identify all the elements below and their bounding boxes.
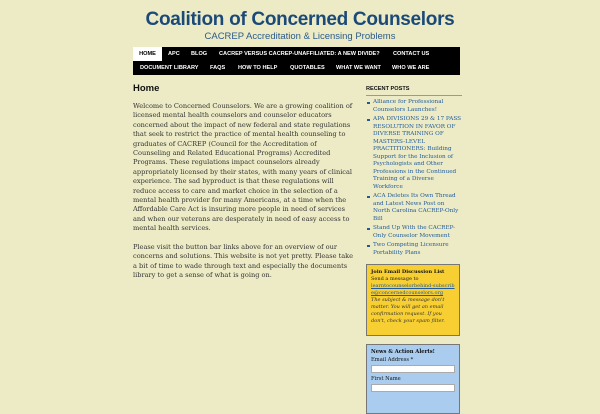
sidebar [366,86,462,259]
first-name-input[interactable] [371,384,455,392]
email-list-note: The subject & message don't matter. You will get an email confirmation request. If you don't, check your spam filter. [371,297,445,324]
email-list-title: Join Email Discussion List [371,269,445,275]
page-content [133,102,355,290]
visit-paragraph: Please visit the button bar links above for an overview of our concerns and solutions. This website is not yet pretty. Please take a bit of time to wade through text and especially the documents library to get a sense of what is going on. [133,243,354,280]
news-alerts-box [366,344,460,414]
nav-quotables[interactable]: QUOTABLES [290,65,325,71]
recent-post-link[interactable]: APA DIVISIONS 29 & 17 PASS RESOLUTION IN FAVOR OF DIVERSE TRAINING OF MASTERS-LEVEL PRACTITIONERS: Building Support for the Inclusion of Psychologists and Other Professions in the Continued Training of a Diverse Workforce [366,116,462,191]
site-title[interactable]: Coalition of Concerned Counselors [145,9,455,30]
nav-cacrep-versus[interactable]: CACREP VERSUS CACREP-UNAFFILIATED: A NEW DIVIDE? [219,51,380,57]
email-list-box [366,264,460,336]
recent-post-link[interactable]: Alliance for Professional Counselors Launches! [366,99,462,114]
site-description: CACREP Accreditation & Licensing Problems [204,31,396,42]
nav-who-we-are[interactable]: WHO WE ARE [392,65,430,71]
nav-apc[interactable]: APC [168,51,180,57]
intro-paragraph: Welcome to Concerned Counselors. We are a growing coalition of licensed mental health counselors and counselor educators concerned about the impact of new federal and state regulations that seek to restrict the practice of mental health counseling to graduates of CACREP (Council for the Accreditation of Counseling and Related Educational Programs) Accredited Programs. These regulations impact counselors already appropriately licensed by their states, with many years of clinical experience. The sad byproduct is that these regulations will reduce access to care and market choice in the selection of a mental health provider for many Americans, at a time when the Affordable Care Act is insuring more people in need of services and when our veterans are desperately in need of easy access to mental health services. [133,102,353,233]
recent-posts-list [366,99,462,257]
recent-post-link[interactable]: Two Competing Licensure Portability Plans [366,242,462,257]
page-title: Home [133,83,160,94]
nav-contact-us[interactable]: CONTACT US [393,51,430,57]
nav-blog[interactable]: BLOG [191,51,208,57]
news-alerts-title: News & Action Alerts! [371,349,435,355]
nav-what-we-want[interactable]: WHAT WE WANT [336,65,381,71]
nav-document-library[interactable]: DOCUMENT LIBRARY [140,65,199,71]
primary-nav-row-2 [133,61,460,75]
nav-home[interactable]: HOME [133,47,162,61]
recent-post-link[interactable]: ACA Deletes Its Own Thread and Latest News Post on North Carolina CACREP-Only Bill [366,193,462,223]
first-name-label: First Name [371,376,401,382]
recent-post-link[interactable]: Stand Up With the CACREP-Only Counselor Movement [366,225,462,240]
nav-how-to-help[interactable]: HOW TO HELP [238,65,278,71]
email-address-input[interactable] [371,365,455,373]
primary-nav-row-1 [133,47,460,61]
email-list-send-text: Send a message to [371,276,419,282]
subscribe-email-link[interactable]: learntocounselorbehind-subscribe@concernedcounselors.org [371,283,455,296]
email-address-label: Email Address * [371,357,414,363]
nav-faqs[interactable]: FAQS [210,65,226,71]
recent-posts-heading: RECENT POSTS [366,86,462,96]
